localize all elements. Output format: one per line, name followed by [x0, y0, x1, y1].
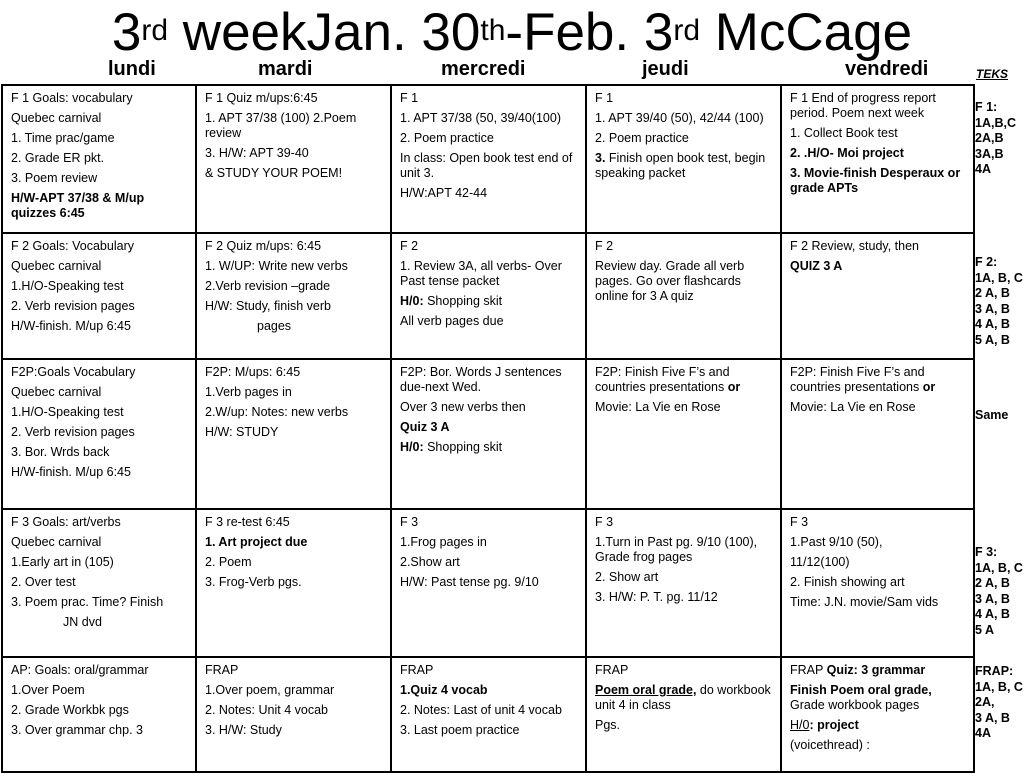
cell-line	[790, 515, 965, 530]
teks-line: 1A,B,C	[975, 115, 1016, 130]
day-header-mardi: mardi	[258, 58, 313, 80]
cell-text: F 3	[595, 515, 614, 529]
cell-text: 3. H/W: APT 39-40	[205, 146, 309, 160]
cell-text: Movie: La Vie en Rose	[790, 400, 916, 414]
cell-line	[595, 151, 772, 181]
cell-line	[400, 259, 577, 289]
cell-text: 1.Over poem, grammar	[205, 683, 335, 697]
schedule-cell-lundi	[2, 233, 196, 359]
cell-line	[11, 683, 187, 698]
cell-line	[205, 405, 382, 420]
cell-text: 3. H/W: Study	[205, 723, 282, 737]
cell-text: 2. Poem	[205, 555, 252, 569]
cell-line	[11, 465, 187, 480]
cell-text: 2. Notes: Last of unit 4 vocab	[400, 703, 562, 717]
cell-text: 2. .H/O- Moi project	[790, 146, 904, 160]
schedule-cell-mercredi	[391, 85, 586, 233]
teks-line: 4A	[975, 162, 991, 176]
cell-text: H/W-APT 37/38 & M/up quizzes 6:45	[11, 191, 145, 220]
schedule-row	[2, 509, 974, 657]
cell-text: do workbook unit 4 in class	[595, 683, 771, 712]
cell-line	[595, 111, 772, 126]
cell-line	[595, 535, 772, 565]
cell-text: 1.Turn in Past pg. 9/10 (100), Grade frog pages	[595, 535, 758, 564]
cell-text: 1. APT 37/38 (50, 39/40(100)	[400, 111, 561, 125]
cell-text: 3. Movie-finish Desperaux or grade APTs	[790, 166, 961, 195]
teks-block	[975, 408, 1008, 424]
cell-text: F 2 Review, study, then	[790, 239, 919, 253]
cell-text: 1.H/O-Speaking test	[11, 279, 124, 293]
cell-text: 3. Bor. Wrds back	[11, 445, 110, 459]
day-header-vendredi: vendredi	[845, 58, 929, 80]
cell-line	[400, 440, 577, 455]
schedule-cell-vendredi	[781, 509, 974, 657]
cell-line	[11, 191, 187, 221]
cell-text: 3. Poem review	[11, 171, 98, 185]
cell-text: 1. Art project due	[205, 535, 308, 549]
cell-text: 2. Over test	[11, 575, 76, 589]
cell-line	[400, 663, 577, 678]
schedule-row	[2, 657, 974, 772]
cell-line	[400, 400, 577, 415]
cell-text: H/W-finish. M/up 6:45	[11, 319, 131, 333]
teks-block	[975, 255, 1023, 348]
cell-line	[205, 146, 382, 161]
day-header-mercredi: mercredi	[441, 58, 526, 80]
cell-line	[11, 703, 187, 718]
cell-text: Grade workbook pages	[790, 698, 920, 712]
cell-text: 2. Verb revision pages	[11, 425, 135, 439]
cell-line	[595, 400, 772, 415]
schedule-cell-jeudi	[586, 509, 781, 657]
cell-text: 1.Early art in (105)	[11, 555, 114, 569]
schedule-row	[2, 233, 974, 359]
cell-line	[205, 535, 382, 550]
teks-line: FRAP:	[975, 664, 1014, 678]
teks-line: 2 A, B	[975, 576, 1010, 590]
cell-text: 1. W/UP: Write new verbs	[205, 259, 348, 273]
teks-line: F 3:	[975, 545, 998, 559]
cell-text: H/W: Study, finish verb	[205, 299, 331, 313]
teks-line: F 1:	[975, 100, 998, 114]
teks-block	[975, 664, 1023, 742]
cell-text: 1. Time prac/game	[11, 131, 115, 145]
teks-line: 3 A, B	[975, 710, 1010, 725]
cell-text: F 1 Goals: vocabulary	[11, 91, 133, 105]
cell-line	[11, 131, 187, 146]
cell-line	[11, 239, 187, 254]
cell-line	[400, 294, 577, 309]
schedule-cell-lundi	[2, 509, 196, 657]
teks-line: 3 A, B	[975, 301, 1010, 316]
cell-line	[595, 91, 772, 106]
teks-line: 5 A, B	[975, 332, 1010, 347]
teks-line: 1A, B, C	[975, 270, 1023, 285]
cell-line	[205, 425, 382, 440]
cell-line	[790, 91, 965, 121]
cell-text: QUIZ 3 A	[790, 259, 843, 273]
cell-text: 11/12(100)	[790, 555, 850, 569]
schedule-cell-vendredi	[781, 657, 974, 772]
cell-text: Time: J.N. movie/Sam vids	[790, 595, 939, 609]
cell-text: Finish open book test, begin speaking packet	[595, 151, 766, 180]
cell-text: H/0	[790, 718, 810, 732]
cell-line	[11, 555, 187, 570]
cell-text: F2P: Finish Five F’s and countries presentations	[595, 365, 730, 394]
cell-line	[790, 535, 965, 550]
cell-text: 1. Collect Book test	[790, 126, 898, 140]
cell-text: 3. Poem prac. Time? Finish	[11, 595, 164, 609]
cell-line	[205, 683, 382, 698]
cell-text: H/W:APT 42-44	[400, 186, 488, 200]
cell-text: Quebec carnival	[11, 385, 102, 399]
teks-line: Same	[975, 408, 1009, 422]
cell-line	[11, 171, 187, 186]
cell-text: H/W: Past tense pg. 9/10	[400, 575, 539, 589]
cell-text: 2. Verb revision pages	[11, 299, 135, 313]
cell-line	[595, 365, 772, 395]
schedule-cell-mercredi	[391, 233, 586, 359]
cell-line	[400, 314, 577, 329]
cell-line	[400, 365, 577, 395]
cell-line	[205, 365, 382, 380]
cell-line	[205, 166, 382, 181]
cell-line	[595, 683, 772, 713]
cell-line	[205, 91, 382, 106]
cell-text: or	[727, 380, 741, 394]
cell-line	[790, 718, 965, 733]
schedule-cell-jeudi	[586, 85, 781, 233]
cell-line	[400, 91, 577, 106]
schedule-cell-jeudi	[586, 657, 781, 772]
cell-text: 1.H/O-Speaking test	[11, 405, 124, 419]
cell-line	[400, 723, 577, 738]
cell-line	[400, 131, 577, 146]
cell-line	[790, 259, 965, 274]
schedule-cell-lundi	[2, 85, 196, 233]
cell-line	[400, 555, 577, 570]
teks-line: 4 A, B	[975, 317, 1010, 331]
cell-text: 2. Grade ER pkt.	[11, 151, 105, 165]
cell-line	[790, 400, 965, 415]
teks-line: 4A	[975, 726, 991, 740]
cell-text: 2. Notes: Unit 4 vocab	[205, 703, 328, 717]
schedule-cell-mardi	[196, 359, 391, 509]
schedule-cell-mardi	[196, 509, 391, 657]
cell-line	[595, 570, 772, 585]
cell-text: Quebec carnival	[11, 535, 102, 549]
cell-text: 2. Grade Workbk pgs	[11, 703, 129, 717]
cell-text: Quiz 3 A	[400, 420, 450, 434]
cell-text: 3. Last poem practice	[400, 723, 520, 737]
schedule-cell-mardi	[196, 233, 391, 359]
cell-line	[205, 239, 382, 254]
cell-line	[205, 555, 382, 570]
cell-line	[11, 299, 187, 314]
cell-line	[400, 703, 577, 718]
cell-line	[205, 111, 382, 141]
cell-text: F 3	[790, 515, 809, 529]
cell-text: 1. Review 3A, all verbs- Over Past tense packet	[400, 259, 562, 288]
cell-line	[11, 663, 187, 678]
cell-text: Quiz: 3 grammar	[826, 663, 926, 677]
cell-text: JN dvd	[63, 615, 102, 629]
schedule-cell-mercredi	[391, 509, 586, 657]
cell-text: 1. APT 37/38 (100) 2.Poem review	[205, 111, 357, 140]
cell-line	[790, 126, 965, 141]
cell-line	[790, 146, 965, 161]
cell-text: 3. Over grammar chp. 3	[11, 723, 143, 737]
teks-block	[975, 545, 1023, 638]
cell-line	[400, 186, 577, 201]
cell-text: Pgs.	[595, 718, 621, 732]
cell-text: pages	[257, 319, 292, 333]
cell-line	[400, 535, 577, 550]
cell-text: F 3 Goals: art/verbs	[11, 515, 121, 529]
cell-line	[205, 723, 382, 738]
page-title: 3rd weekJan. 30th-Feb. 3rd McCage	[111, 3, 913, 62]
cell-text: 2.Show art	[400, 555, 460, 569]
cell-line	[11, 723, 187, 738]
cell-text: Over 3 new verbs then	[400, 400, 526, 414]
cell-text: 2. Poem practice	[400, 131, 494, 145]
cell-text: All verb pages due	[400, 314, 504, 328]
cell-line	[790, 683, 965, 713]
cell-line	[205, 515, 382, 530]
cell-line	[790, 555, 965, 570]
schedule-cell-lundi	[2, 359, 196, 509]
cell-line	[595, 515, 772, 530]
cell-text: 3. Frog-Verb pgs.	[205, 575, 302, 589]
schedule-cell-vendredi	[781, 233, 974, 359]
cell-text: F 2 Goals: Vocabulary	[11, 239, 134, 253]
cell-line	[400, 420, 577, 435]
cell-text: F2P: Finish Five F’s and countries presentations	[790, 365, 925, 394]
schedule-cell-vendredi	[781, 85, 974, 233]
cell-text: F 2	[595, 239, 614, 253]
cell-line	[11, 111, 187, 126]
cell-line	[595, 239, 772, 254]
cell-text: Review day. Grade all verb pages. Go over flashcards online for 3 A quiz	[595, 259, 745, 303]
teks-line: 3A,B	[975, 146, 1004, 161]
cell-line	[11, 615, 187, 630]
cell-line	[205, 299, 382, 314]
teks-line: 3 A, B	[975, 591, 1010, 606]
day-header-lundi: lundi	[108, 58, 156, 80]
cell-text: 3.	[595, 151, 606, 165]
cell-text: or	[922, 380, 936, 394]
cell-text: 1.Verb pages in	[205, 385, 292, 399]
cell-line	[595, 131, 772, 146]
cell-line	[400, 151, 577, 181]
cell-line	[11, 365, 187, 380]
cell-text: F 1 Quiz m/ups:6:45	[205, 91, 318, 105]
cell-line	[11, 535, 187, 550]
cell-line	[400, 683, 577, 698]
cell-line	[790, 239, 965, 254]
cell-line	[11, 575, 187, 590]
teks-line: 4 A, B	[975, 607, 1010, 621]
cell-line	[11, 515, 187, 530]
cell-line	[11, 595, 187, 610]
cell-line	[595, 663, 772, 678]
cell-line	[595, 718, 772, 733]
cell-text: FRAP	[790, 663, 827, 677]
cell-line	[205, 279, 382, 294]
cell-text: F 1 End of progress report period. Poem next week	[790, 91, 936, 120]
cell-text: Shopping skit	[423, 294, 503, 308]
cell-line	[595, 259, 772, 304]
cell-text: 2.W/up: Notes: new verbs	[205, 405, 349, 419]
teks-line: 5 A	[975, 622, 994, 637]
cell-text: 1.Quiz 4 vocab	[400, 683, 488, 697]
cell-line	[790, 575, 965, 590]
teks-line: 1A, B, C	[975, 560, 1023, 575]
cell-text: 1.Past 9/10 (50),	[790, 535, 883, 549]
cell-text: 2.Verb revision –grade	[205, 279, 331, 293]
schedule-cell-lundi	[2, 657, 196, 772]
schedule-cell-jeudi	[586, 233, 781, 359]
cell-text: H/W: STUDY	[205, 425, 279, 439]
cell-text: Finish Poem oral grade,	[790, 683, 932, 697]
cell-line	[400, 515, 577, 530]
cell-line	[11, 151, 187, 166]
cell-line	[790, 365, 965, 395]
cell-text: 1.Frog pages in	[400, 535, 487, 549]
cell-text: FRAP	[400, 663, 434, 677]
cell-text: Quebec carnival	[11, 259, 102, 273]
cell-line	[205, 259, 382, 274]
cell-line	[595, 590, 772, 605]
cell-text: F 1	[400, 91, 419, 105]
cell-line	[790, 663, 965, 678]
cell-text: H/0:	[400, 294, 424, 308]
cell-line	[790, 166, 965, 196]
cell-text: H/0:	[400, 440, 424, 454]
cell-line	[205, 575, 382, 590]
schedule-cell-vendredi	[781, 359, 974, 509]
cell-text: 1.Over Poem	[11, 683, 85, 697]
teks-line: 1A, B, C	[975, 679, 1023, 694]
cell-text: & STUDY YOUR POEM!	[205, 166, 343, 180]
cell-text: 2. Finish showing art	[790, 575, 905, 589]
cell-line	[790, 595, 965, 610]
cell-text: : project	[809, 718, 859, 732]
cell-text: F 2 Quiz m/ups: 6:45	[205, 239, 322, 253]
teks-line: F 2:	[975, 255, 998, 269]
cell-line	[205, 319, 382, 334]
cell-line	[11, 385, 187, 400]
teks-line: 2A,	[975, 695, 995, 709]
cell-text: F2P: M/ups: 6:45	[205, 365, 301, 379]
schedule-cell-mardi	[196, 85, 391, 233]
cell-line	[11, 91, 187, 106]
cell-line	[205, 663, 382, 678]
teks-block	[975, 100, 1016, 178]
cell-text: 2. Show art	[595, 570, 659, 584]
cell-line	[205, 385, 382, 400]
cell-line	[400, 575, 577, 590]
cell-line	[400, 111, 577, 126]
cell-text: F 1	[595, 91, 614, 105]
schedule-table	[1, 84, 975, 773]
cell-text: FRAP	[595, 663, 629, 677]
cell-line	[11, 279, 187, 294]
cell-text: F2P:Goals Vocabulary	[11, 365, 136, 379]
schedule-cell-mercredi	[391, 657, 586, 772]
cell-text: H/W-finish. M/up 6:45	[11, 465, 131, 479]
cell-text: 2. Poem practice	[595, 131, 689, 145]
cell-text: AP: Goals: oral/grammar	[11, 663, 149, 677]
cell-text: 1. APT 39/40 (50), 42/44 (100)	[595, 111, 764, 125]
cell-line	[11, 405, 187, 420]
cell-text: FRAP	[205, 663, 239, 677]
cell-line	[11, 319, 187, 334]
teks-header: TEKS	[976, 67, 1009, 81]
cell-line	[11, 445, 187, 460]
cell-line	[205, 703, 382, 718]
cell-line	[790, 738, 965, 753]
cell-text: Poem oral grade,	[595, 683, 697, 697]
cell-text: F 2	[400, 239, 419, 253]
teks-line: 2A,B	[975, 131, 1004, 145]
cell-text: In class: Open book test end of unit 3.	[400, 151, 573, 180]
schedule-cell-mardi	[196, 657, 391, 772]
schedule-row	[2, 359, 974, 509]
schedule-cell-mercredi	[391, 359, 586, 509]
cell-text: Shopping skit	[423, 440, 503, 454]
cell-line	[400, 239, 577, 254]
cell-line	[11, 259, 187, 274]
schedule-cell-jeudi	[586, 359, 781, 509]
cell-line	[11, 425, 187, 440]
teks-line: 2 A, B	[975, 286, 1010, 300]
cell-text: F 3 re-test 6:45	[205, 515, 290, 529]
cell-text: Quebec carnival	[11, 111, 102, 125]
cell-text: F 3	[400, 515, 419, 529]
cell-text: (voicethread) :	[790, 738, 870, 752]
cell-text: Movie: La Vie en Rose	[595, 400, 721, 414]
schedule-row	[2, 85, 974, 233]
cell-text: F2P: Bor. Words J sentences due-next Wed.	[400, 365, 562, 394]
day-header-jeudi: jeudi	[642, 58, 689, 80]
cell-text: 3. H/W: P. T. pg. 11/12	[595, 590, 718, 604]
